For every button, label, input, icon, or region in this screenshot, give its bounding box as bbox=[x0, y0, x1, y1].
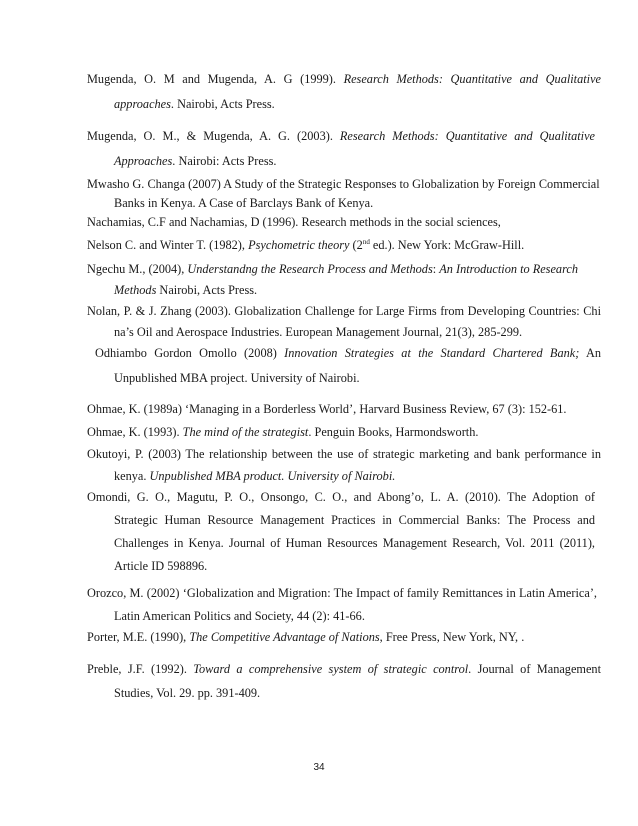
reference-line: Ngechu M., (2004), Understandng the Research Process and Methods: An Introduction to Research bbox=[87, 262, 579, 276]
reference-line: Mugenda, O. M and Mugenda, A. G (1999). Research Methods: Quantitative and Qualitative bbox=[87, 72, 601, 86]
reference-line: Mwasho G. Changa (2007) A Study of the Strategic Responses to Globalization by Foreign Commercial bbox=[87, 177, 600, 191]
reference-line: Okutoyi, P. (2003) The relationship between the use of strategic marketing and bank performance in bbox=[87, 447, 601, 461]
reference-line: Challenges in Kenya. Journal of Human Resources Management Research, Vol. 2011 (2011), bbox=[114, 536, 595, 550]
reference-line: approaches. Nairobi, Acts Press. bbox=[114, 97, 275, 111]
page-number: 34 bbox=[313, 762, 325, 773]
reference-line: na’s Oil and Aerospace Industries. European Management Journal, 21(3), 285-299. bbox=[114, 325, 523, 339]
reference-line: Latin American Politics and Society, 44 (2): 41-66. bbox=[114, 609, 365, 623]
reference-line: Studies, Vol. 29. pp. 391-409. bbox=[114, 686, 261, 700]
reference-line: Omondi, G. O., Magutu, P. O., Onsongo, C. O., and Abong’o, L. A. (2010). The Adoption of bbox=[87, 490, 595, 504]
reference-line: Methods Nairobi, Acts Press. bbox=[114, 283, 258, 297]
reference-line: Orozco, M. (2002) ‘Globalization and Migration: The Impact of family Remittances in Latin America’, bbox=[87, 586, 597, 600]
reference-line: Unpublished MBA project. University of Nairobi. bbox=[114, 371, 360, 385]
reference-line: Ohmae, K. (1993). The mind of the strategist. Penguin Books, Harmondsworth. bbox=[87, 425, 479, 439]
reference-line: Banks in Kenya. A Case of Barclays Bank of Kenya. bbox=[114, 196, 374, 210]
reference-line: Article ID 598896. bbox=[114, 559, 208, 573]
reference-line: Mugenda, O. M., & Mugenda, A. G. (2003). Research Methods: Quantitative and Qualitative bbox=[87, 129, 595, 143]
reference-line: Nelson C. and Winter T. (1982), Psychometric theory (2nd ed.). New York: McGraw-Hill. bbox=[87, 238, 525, 252]
reference-line: kenya. Unpublished MBA product. University of Nairobi. bbox=[114, 469, 396, 483]
reference-line: Nolan, P. & J. Zhang (2003). Globalization Challenge for Large Firms from Developing Countries: Chi bbox=[87, 304, 601, 318]
reference-line: Approaches. Nairobi: Acts Press. bbox=[114, 154, 277, 168]
reference-line: Odhiambo Gordon Omollo (2008) Innovation Strategies at the Standard Chartered Bank; An bbox=[95, 346, 601, 360]
reference-line: Nachamias, C.F and Nachamias, D (1996). Research methods in the social sciences, bbox=[87, 215, 501, 229]
reference-line: Ohmae, K. (1989a) ‘Managing in a Borderless World’, Harvard Business Review, 67 (3): 152-61. bbox=[87, 402, 567, 416]
reference-line: Strategic Human Resource Management Practices in Commercial Banks: The Process and bbox=[114, 513, 595, 527]
reference-line: Porter, M.E. (1990), The Competitive Advantage of Nations, Free Press, New York, NY, . bbox=[87, 630, 525, 644]
reference-line: Preble, J.F. (1992). Toward a comprehensive system of strategic control. Journal of Management bbox=[87, 662, 601, 676]
